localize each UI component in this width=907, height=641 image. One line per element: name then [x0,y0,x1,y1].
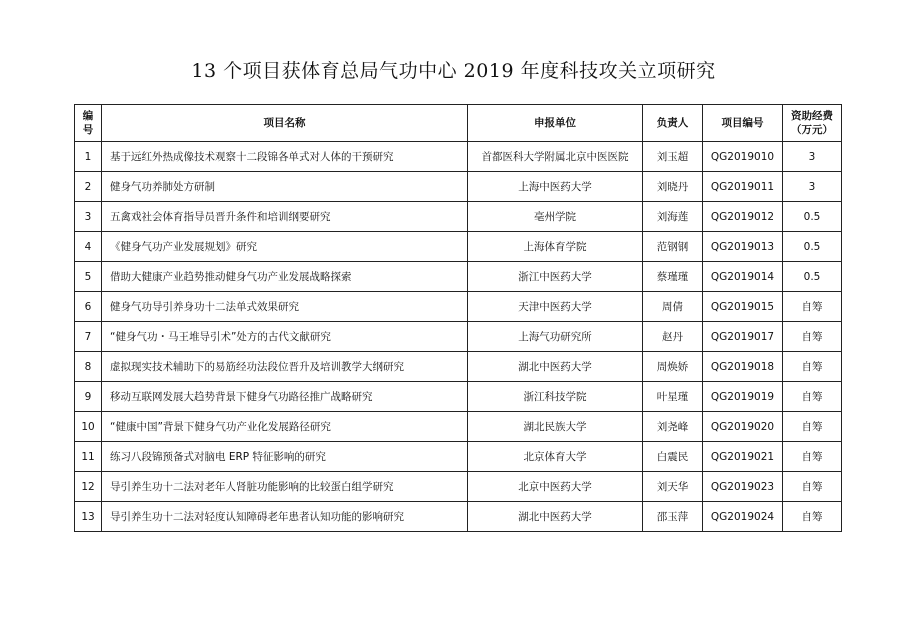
cell-lead: 范钢钢 [643,232,703,262]
cell-project-name: 《健身气功产业发展规划》研究 [102,232,468,262]
table-row [75,202,842,232]
cell-unit: 湖北中医药大学 [468,502,643,532]
cell-funding: 自筹 [783,382,842,412]
cell-funding: 自筹 [783,292,842,322]
cell-project-code: QG2019010 [703,142,783,172]
cell-funding: 自筹 [783,502,842,532]
cell-unit: 上海体育学院 [468,232,643,262]
cell-project-code: QG2019019 [703,382,783,412]
cell-lead: 白震民 [643,442,703,472]
header-fund: 资助经费（万元） [783,105,842,142]
cell-lead: 叶星瑾 [643,382,703,412]
cell-project-name: 导引养生功十二法对老年人肾脏功能影响的比较蛋白组学研究 [102,472,468,502]
cell-project-code: QG2019011 [703,172,783,202]
cell-unit: 浙江科技学院 [468,382,643,412]
cell-project-name: 虚拟现实技术辅助下的易筋经功法段位晋升及培训教学大纲研究 [102,352,468,382]
cell-project-code: QG2019024 [703,502,783,532]
cell-no: 9 [75,382,102,412]
cell-project-code: QG2019018 [703,352,783,382]
table-row [75,262,842,292]
cell-lead: 赵丹 [643,322,703,352]
cell-project-code: QG2019013 [703,232,783,262]
cell-project-name: 借助大健康产业趋势推动健身气功产业发展战略探索 [102,262,468,292]
cell-no: 5 [75,262,102,292]
cell-unit: 北京中医药大学 [468,472,643,502]
cell-no: 10 [75,412,102,442]
table-row [75,352,842,382]
cell-project-name: “健康中国”背景下健身气功产业化发展路径研究 [102,412,468,442]
cell-no: 11 [75,442,102,472]
cell-funding: 0.5 [783,202,842,232]
cell-no: 3 [75,202,102,232]
cell-lead: 刘晓丹 [643,172,703,202]
cell-unit: 浙江中医药大学 [468,262,643,292]
table-row [75,502,842,532]
table-body [75,142,842,532]
cell-lead: 刘尧峰 [643,412,703,442]
cell-project-code: QG2019020 [703,412,783,442]
cell-funding: 3 [783,172,842,202]
page-title: 13 个项目获体育总局气功中心 2019 年度科技攻关立项研究 [191,60,716,82]
cell-lead: 刘天华 [643,472,703,502]
cell-no: 8 [75,352,102,382]
table-row [75,472,842,502]
table-row [75,382,842,412]
cell-unit: 天津中医药大学 [468,292,643,322]
header-lead: 负责人 [643,105,703,142]
header-unit: 申报单位 [468,105,643,142]
table-row [75,412,842,442]
cell-funding: 自筹 [783,322,842,352]
cell-funding: 自筹 [783,442,842,472]
header-code: 项目编号 [703,105,783,142]
cell-project-code: QG2019015 [703,292,783,322]
table-header-row [75,105,842,142]
cell-no: 13 [75,502,102,532]
cell-project-code: QG2019023 [703,472,783,502]
table-row [75,142,842,172]
cell-lead: 刘海莲 [643,202,703,232]
table-row [75,292,842,322]
cell-project-name: “健身气功・马王堆导引术”处方的古代文献研究 [102,322,468,352]
cell-no: 1 [75,142,102,172]
table-row [75,172,842,202]
project-table [74,104,842,532]
cell-no: 6 [75,292,102,322]
cell-unit: 首都医科大学附属北京中医医院 [468,142,643,172]
cell-unit: 亳州学院 [468,202,643,232]
cell-funding: 3 [783,142,842,172]
cell-project-name: 健身气功导引养身功十二法单式效果研究 [102,292,468,322]
cell-project-name: 练习八段锦预备式对脑电 ERP 特征影响的研究 [102,442,468,472]
cell-unit: 上海中医药大学 [468,172,643,202]
cell-funding: 0.5 [783,262,842,292]
cell-lead: 周倩 [643,292,703,322]
cell-funding: 自筹 [783,472,842,502]
cell-unit: 湖北中医药大学 [468,352,643,382]
cell-lead: 周焕娇 [643,352,703,382]
cell-lead: 刘玉超 [643,142,703,172]
cell-no: 2 [75,172,102,202]
cell-unit: 湖北民族大学 [468,412,643,442]
cell-project-name: 五禽戏社会体育指导员晋升条件和培训纲要研究 [102,202,468,232]
cell-unit: 北京体育大学 [468,442,643,472]
cell-funding: 自筹 [783,352,842,382]
cell-project-code: QG2019014 [703,262,783,292]
cell-project-code: QG2019021 [703,442,783,472]
table-row [75,322,842,352]
cell-project-name: 健身气功养肺处方研制 [102,172,468,202]
table-row [75,232,842,262]
cell-funding: 自筹 [783,412,842,442]
table-row [75,442,842,472]
cell-project-name: 导引养生功十二法对轻度认知障碍老年患者认知功能的影响研究 [102,502,468,532]
cell-project-code: QG2019012 [703,202,783,232]
cell-lead: 蔡瑾瑾 [643,262,703,292]
cell-no: 4 [75,232,102,262]
cell-project-name: 移动互联网发展大趋势背景下健身气功路径推广战略研究 [102,382,468,412]
cell-unit: 上海气功研究所 [468,322,643,352]
cell-project-name: 基于远红外热成像技术观察十二段锦各单式对人体的干预研究 [102,142,468,172]
cell-project-code: QG2019017 [703,322,783,352]
header-no: 编号 [75,105,102,142]
cell-no: 7 [75,322,102,352]
header-name: 项目名称 [102,105,468,142]
cell-lead: 邵玉萍 [643,502,703,532]
cell-no: 12 [75,472,102,502]
cell-funding: 0.5 [783,232,842,262]
